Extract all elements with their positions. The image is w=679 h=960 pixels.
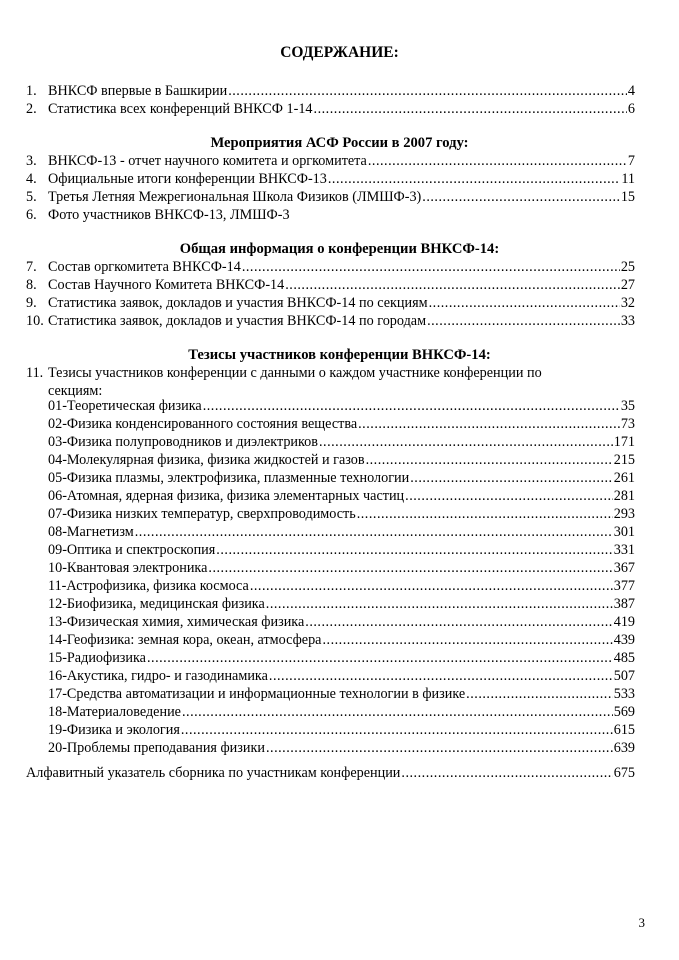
toc-entry [26, 364, 542, 382]
toc-entry [26, 258, 635, 276]
section-page: 215 [613, 452, 635, 468]
dot-leader [242, 258, 620, 276]
section-title: 06-Атомная, ядерная физика, физика элементарных частиц [48, 488, 405, 504]
section-title: 12-Биофизика, медицинская физика [48, 596, 265, 612]
section-title: 20-Проблемы преподавания физики [48, 740, 265, 756]
toc-entry [26, 152, 635, 170]
section-page: 171 [613, 434, 635, 450]
section-page: 261 [613, 470, 635, 486]
dot-leader [305, 613, 612, 631]
toc-entry [26, 206, 635, 224]
entry-page: 33 [620, 313, 635, 329]
entry-number: 10. [26, 313, 44, 329]
section-title: 08-Магнетизм [48, 524, 134, 540]
section-entry [48, 451, 635, 469]
section-title: 17-Средства автоматизации и информационные технологии в физике [48, 686, 466, 702]
dot-leader [322, 631, 612, 649]
section-entry [48, 415, 635, 433]
toc-entry [26, 294, 635, 312]
entry-title: Фото участников ВНКСФ-13, ЛМШФ-3 [48, 207, 290, 223]
toc-entry [26, 82, 635, 100]
section-page: 35 [620, 398, 635, 414]
entry-title: Статистика заявок, докладов и участия ВНКСФ-14 по секциям [48, 295, 428, 311]
section-entry [48, 433, 635, 451]
entry-number: 1. [26, 83, 37, 99]
section-page: 533 [613, 686, 635, 702]
section-page: 73 [620, 416, 635, 432]
section-page: 281 [613, 488, 635, 504]
section-title: 14-Геофизика: земная кора, океан, атмосфера [48, 632, 322, 648]
dot-leader [427, 312, 620, 330]
section-title: 03-Физика полупроводников и диэлектриков [48, 434, 318, 450]
dot-leader [405, 487, 613, 505]
section-entry [48, 469, 635, 487]
dot-leader [266, 739, 613, 757]
entry-title: Алфавитный указатель сборника по участникам конференции [26, 765, 401, 781]
section-page: 569 [613, 704, 635, 720]
dot-leader [366, 451, 613, 469]
section-entry [48, 541, 635, 559]
section-title: 02-Физика конденсированного состояния вещества [48, 416, 358, 432]
section-page: 293 [613, 506, 635, 522]
entry-number: 6. [26, 207, 37, 223]
dot-leader [422, 188, 620, 206]
dot-leader [314, 100, 627, 118]
section-entry [48, 397, 635, 415]
dot-leader [319, 433, 613, 451]
toc-entry [26, 276, 635, 294]
entry-title: ВНКСФ-13 - отчет научного комитета и оргкомитета [48, 153, 367, 169]
entry-title: ВНКСФ впервые в Башкирии [48, 83, 228, 99]
section-title: 18-Материаловедение [48, 704, 181, 720]
section-entry [48, 487, 635, 505]
entry-page: 27 [620, 277, 635, 293]
section-entry [48, 577, 635, 595]
dot-leader [466, 685, 613, 703]
entry-page: 7 [627, 153, 635, 169]
section-entry [48, 649, 635, 667]
dot-leader [182, 703, 613, 721]
section-page: 419 [613, 614, 635, 630]
toc-entry [26, 312, 635, 330]
entry-number: 9. [26, 295, 37, 311]
entry-page: 15 [620, 189, 635, 205]
section-title: 09-Оптика и спектроскопия [48, 542, 216, 558]
entry-title: Тезисы участников конференции с данными о каждом участнике конференции по [48, 365, 542, 381]
entry-page: 25 [620, 259, 635, 275]
dot-leader [358, 415, 620, 433]
entry-number: 4. [26, 171, 37, 187]
page-number: 3 [638, 915, 645, 930]
entry-title: Состав оргкомитета ВНКСФ-14 [48, 259, 241, 275]
section-entry [48, 505, 635, 523]
section-title: 05-Физика плазмы, электрофизика, плазменные технологии [48, 470, 410, 486]
section-page: 377 [613, 578, 635, 594]
section-entry [48, 559, 635, 577]
entry-number: 3. [26, 153, 37, 169]
entry-title-continued: секциям: [48, 383, 103, 399]
dot-leader [208, 559, 612, 577]
entry-number: 2. [26, 101, 37, 117]
entry-number: 11. [26, 365, 44, 381]
entry-number: 5. [26, 189, 37, 205]
section-page: 331 [613, 542, 635, 558]
entry-number: 7. [26, 259, 37, 275]
entry-page: 6 [627, 101, 635, 117]
section-title: 16-Акустика, гидро- и газодинамика [48, 668, 268, 684]
dot-leader [401, 764, 612, 782]
dot-leader [181, 721, 613, 739]
entry-page: 11 [621, 171, 635, 187]
dot-leader [147, 649, 613, 667]
entry-title: Статистика заявок, докладов и участия ВНКСФ-14 по городам [48, 313, 427, 329]
section-page: 507 [613, 668, 635, 684]
dot-leader [216, 541, 612, 559]
section-title: 10-Квантовая электроника [48, 560, 208, 576]
dot-leader [135, 523, 613, 541]
dot-leader [228, 82, 627, 100]
section-title: 01-Теоретическая физика [48, 398, 202, 414]
section-entry [48, 703, 635, 721]
section-entry [48, 721, 635, 739]
dot-leader [250, 577, 613, 595]
entry-title: Состав Научного Комитета ВНКСФ-14 [48, 277, 285, 293]
toc-entry [26, 188, 635, 206]
dot-leader [368, 152, 627, 170]
section-title: 04-Молекулярная физика, физика жидкостей и газов [48, 452, 365, 468]
section-title: 15-Радиофизика [48, 650, 146, 666]
section-title: 19-Физика и экология [48, 722, 180, 738]
entry-page: 675 [613, 765, 635, 781]
section-entry [48, 595, 635, 613]
toc-entry-index [26, 764, 635, 782]
section-page: 387 [613, 596, 635, 612]
dot-leader [410, 469, 612, 487]
dot-leader [203, 397, 620, 415]
dot-leader [269, 667, 613, 685]
section-entry [48, 631, 635, 649]
entry-title: Статистика всех конференций ВНКСФ 1-14 [48, 101, 313, 117]
section-heading: Общая информация о конференции ВНКСФ-14: [179, 241, 500, 257]
section-page: 301 [613, 524, 635, 540]
page-title: СОДЕРЖАНИЕ: [280, 44, 399, 61]
section-entry [48, 739, 635, 757]
entry-page: 4 [627, 83, 635, 99]
section-page: 439 [613, 632, 635, 648]
dot-leader [285, 276, 620, 294]
dot-leader [429, 294, 620, 312]
section-entry [48, 613, 635, 631]
toc-entry [26, 100, 635, 118]
section-page: 485 [613, 650, 635, 666]
entry-number: 8. [26, 277, 37, 293]
section-heading: Тезисы участников конференции ВНКСФ-14: [188, 347, 491, 363]
section-page: 615 [613, 722, 635, 738]
section-title: 07-Физика низких температур, сверхпроводимость [48, 506, 356, 522]
section-entry [48, 685, 635, 703]
section-entry [48, 523, 635, 541]
section-title: 11-Астрофизика, физика космоса [48, 578, 249, 594]
section-page: 367 [613, 560, 635, 576]
entry-title: Третья Летняя Межрегиональная Школа Физиков (ЛМШФ-3) [48, 189, 422, 205]
section-page: 639 [613, 740, 635, 756]
section-entry [48, 667, 635, 685]
entry-title: Официальные итоги конференции ВНКСФ-13 [48, 171, 327, 187]
toc-entry [26, 170, 635, 188]
section-heading: Мероприятия АСФ России в 2007 году: [210, 135, 469, 151]
dot-leader [266, 595, 613, 613]
dot-leader [328, 170, 620, 188]
entry-page: 32 [620, 295, 635, 311]
dot-leader [357, 505, 613, 523]
section-title: 13-Физическая химия, химическая физика [48, 614, 305, 630]
